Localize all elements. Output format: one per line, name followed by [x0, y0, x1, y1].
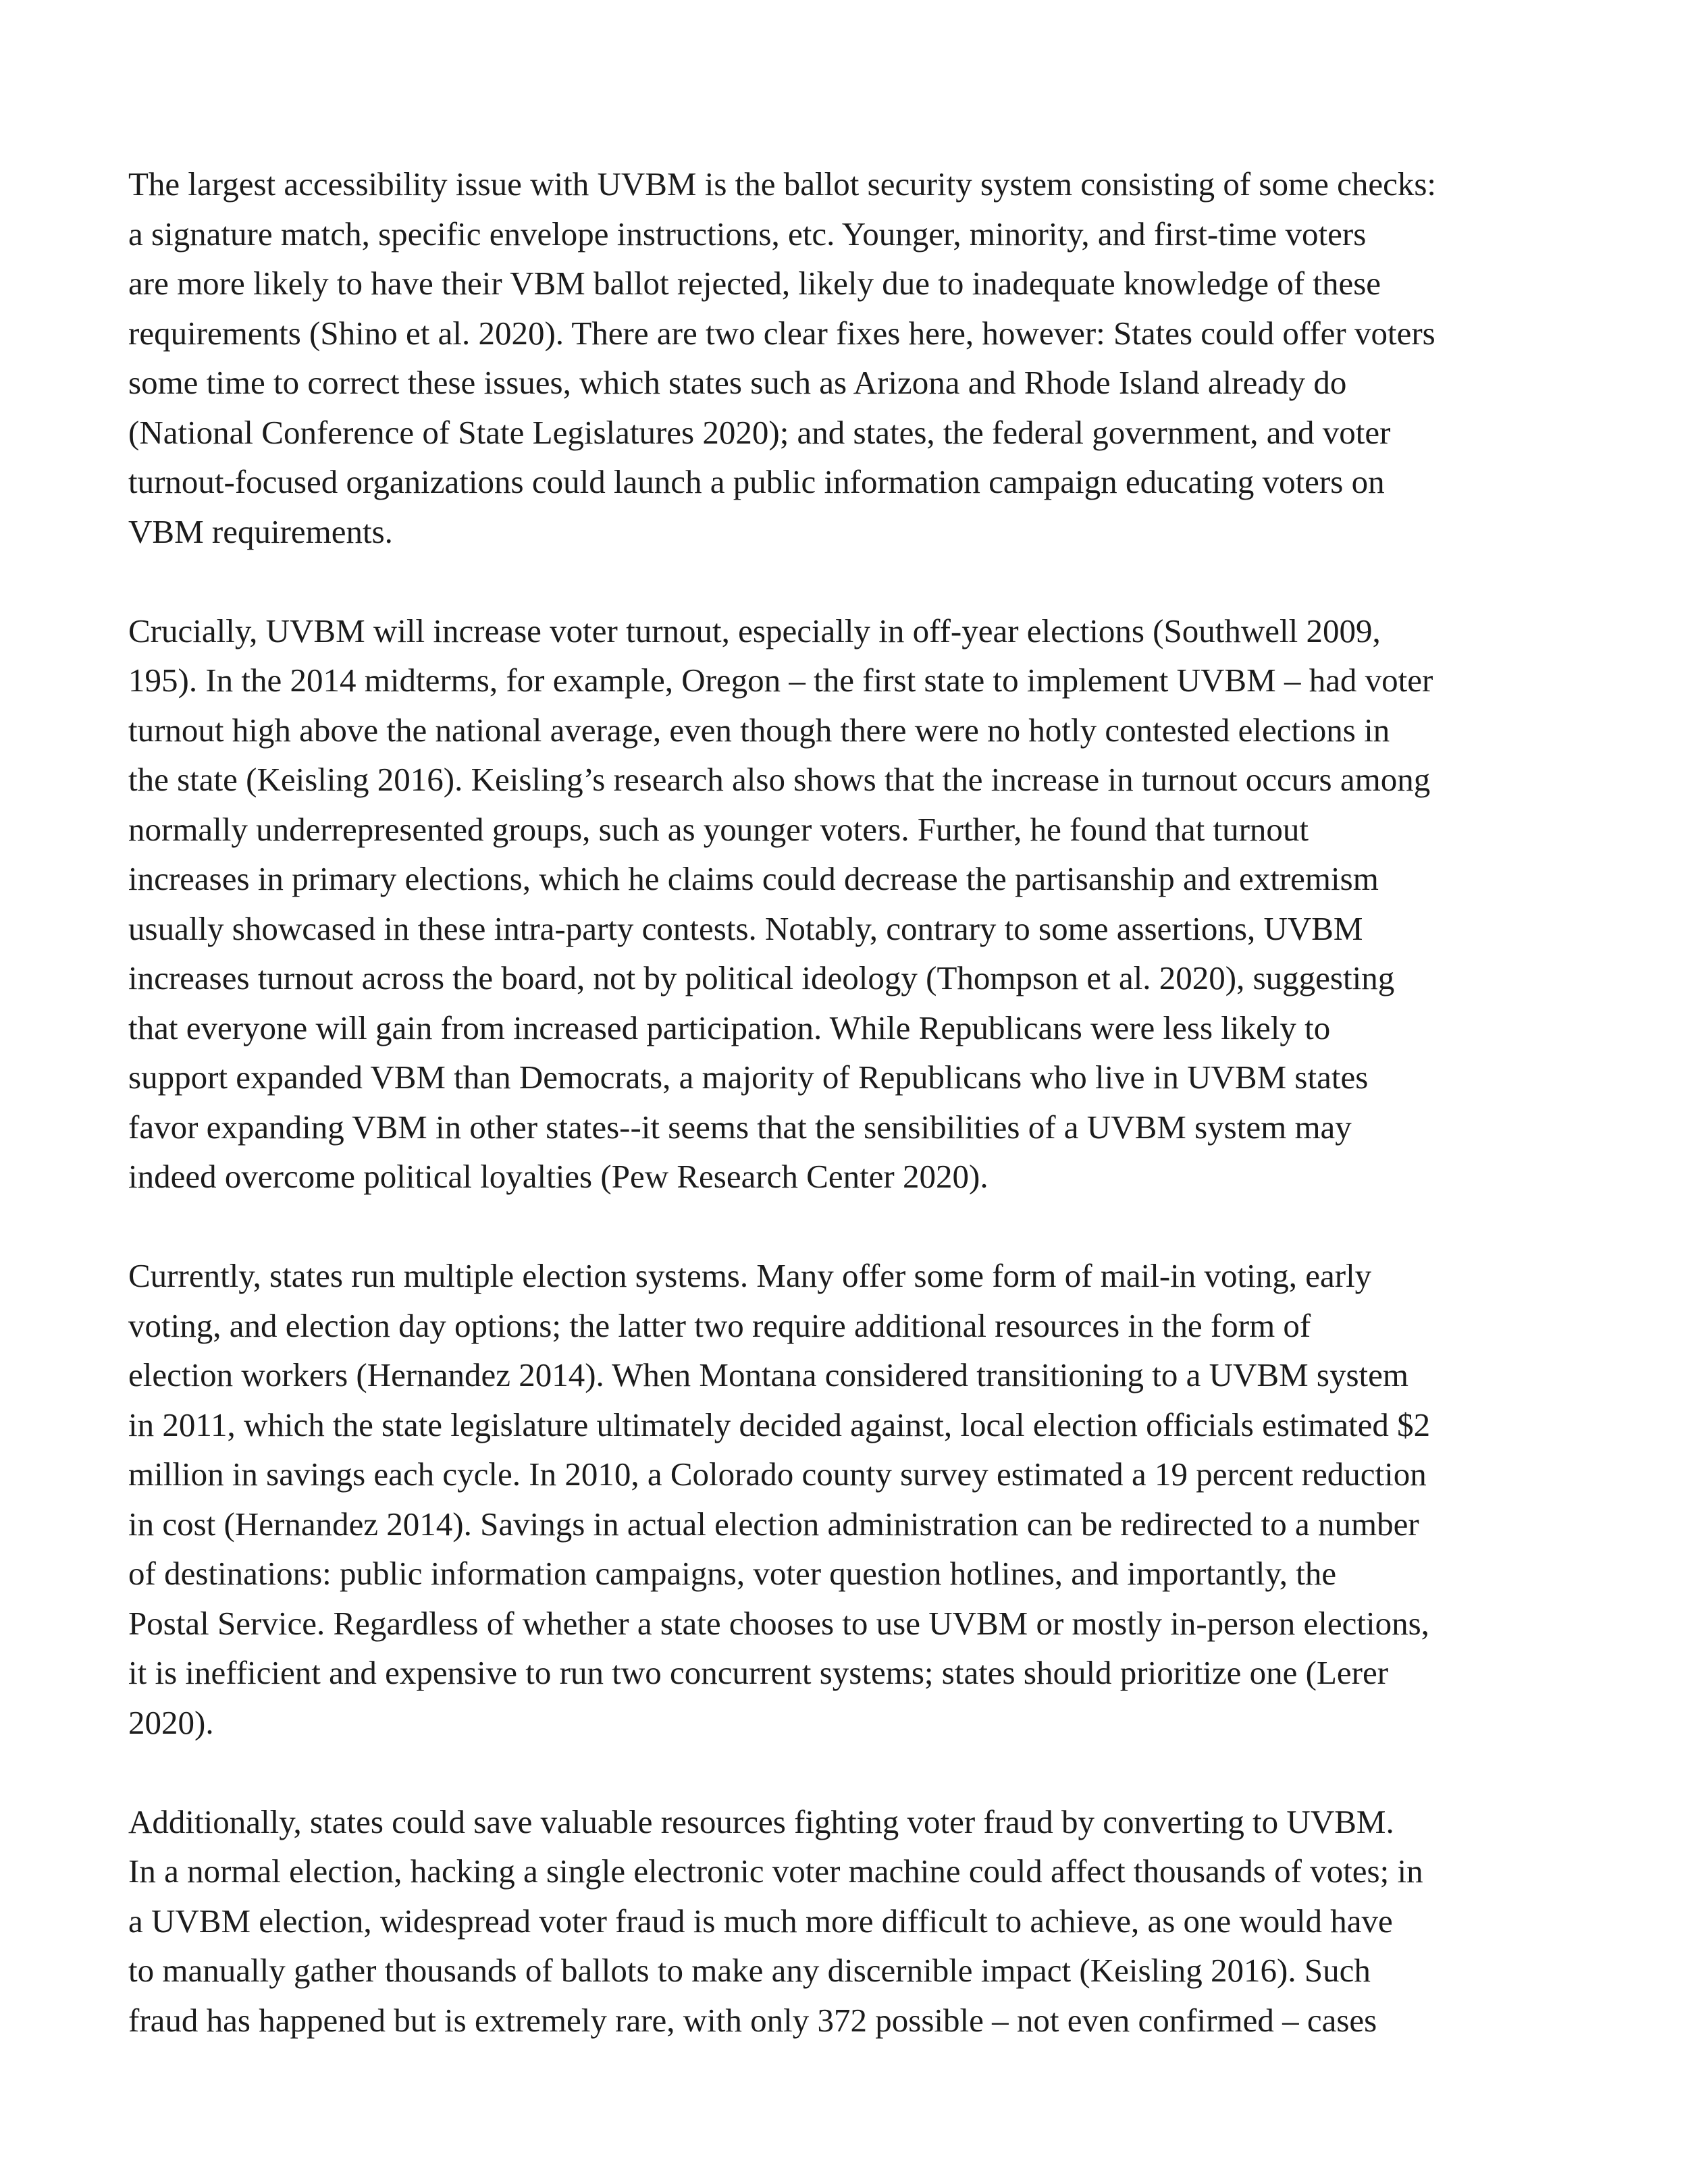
- paragraph-voter-turnout: [128, 606, 1566, 1202]
- text-line: in 2011, which the state legislature ultimately decided against, local election officials estimated $2: [128, 1406, 1431, 1443]
- text-line: election workers (Hernandez 2014). When Montana considered transitioning to a UVBM system: [128, 1356, 1408, 1393]
- paragraph-gap: [128, 556, 1566, 606]
- text-line: are more likely to have their VBM ballot rejected, likely due to inadequate knowledge of these: [128, 265, 1381, 302]
- text-line: of destinations: public information campaigns, voter question hotlines, and importantly, the: [128, 1555, 1337, 1592]
- paragraph-voter-fraud: [128, 1797, 1566, 2046]
- text-line: Additionally, states could save valuable resources fighting voter fraud by converting to UVBM.: [128, 1803, 1394, 1840]
- text-line: a UVBM election, widespread voter fraud is much more difficult to achieve, as one would have: [128, 1902, 1393, 1940]
- paragraph-ballot-security: [128, 159, 1566, 556]
- text-line: favor expanding VBM in other states--it seems that the sensibilities of a UVBM system may: [128, 1108, 1352, 1146]
- text-line: indeed overcome political loyalties (Pew Research Center 2020).: [128, 1158, 988, 1195]
- text-line: Postal Service. Regardless of whether a state chooses to use UVBM or mostly in-person elections,: [128, 1604, 1429, 1642]
- text-line: requirements (Shino et al. 2020). There are two clear fixes here, however: States could offer voters: [128, 314, 1435, 352]
- text-line: increases in primary elections, which he claims could decrease the partisanship and extremism: [128, 860, 1379, 897]
- text-line: turnout high above the national average, even though there were no hotly contested elections in: [128, 711, 1390, 749]
- text-line: VBM requirements.: [128, 512, 393, 550]
- text-line: increases turnout across the board, not by political ideology (Thompson et al. 2020), suggesting: [128, 959, 1395, 996]
- paragraph-election-systems: [128, 1251, 1566, 1747]
- text-line: to manually gather thousands of ballots to make any discernible impact (Keisling 2016). Such: [128, 1952, 1371, 1989]
- text-line: (National Conference of State Legislatures 2020); and states, the federal government, and voter: [128, 413, 1391, 451]
- text-line: a signature match, specific envelope instructions, etc. Younger, minority, and first-time voters: [128, 215, 1367, 252]
- document-body: [128, 159, 1566, 2045]
- text-line: 195). In the 2014 midterms, for example, Oregon – the first state to implement UVBM – had voter: [128, 662, 1433, 699]
- text-line: usually showcased in these intra-party contests. Notably, contrary to some assertions, UVBM: [128, 909, 1363, 947]
- text-line: that everyone will gain from increased participation. While Republicans were less likely to: [128, 1009, 1331, 1046]
- text-line: In a normal election, hacking a single electronic voter machine could affect thousands of votes; in: [128, 1853, 1423, 1890]
- text-line: voting, and election day options; the latter two require additional resources in the form of: [128, 1306, 1311, 1344]
- text-line: fraud has happened but is extremely rare, with only 372 possible – not even confirmed – cases: [128, 2001, 1377, 2039]
- text-line: 2020).: [128, 1703, 214, 1741]
- text-line: in cost (Hernandez 2014). Savings in actual election administration can be redirected to a number: [128, 1505, 1419, 1543]
- paragraph-gap: [128, 1202, 1566, 1252]
- text-line: turnout-focused organizations could launch a public information campaign educating voters on: [128, 463, 1385, 500]
- text-line: Crucially, UVBM will increase voter turnout, especially in off-year elections (Southwell 2009,: [128, 612, 1381, 649]
- text-line: The largest accessibility issue with UVBM is the ballot security system consisting of some checks:: [128, 165, 1437, 203]
- text-line: million in savings each cycle. In 2010, a Colorado county survey estimated a 19 percent reduction: [128, 1456, 1427, 1493]
- text-line: Currently, states run multiple election systems. Many offer some form of mail-in voting, early: [128, 1257, 1372, 1294]
- text-line: support expanded VBM than Democrats, a majority of Republicans who live in UVBM states: [128, 1059, 1369, 1096]
- text-line: normally underrepresented groups, such as younger voters. Further, he found that turnout: [128, 810, 1309, 848]
- text-line: some time to correct these issues, which states such as Arizona and Rhode Island already do: [128, 364, 1347, 401]
- text-line: the state (Keisling 2016). Keisling’s research also shows that the increase in turnout occurs among: [128, 761, 1431, 798]
- text-line: it is inefficient and expensive to run two concurrent systems; states should prioritize one (Lerer: [128, 1654, 1389, 1691]
- paragraph-gap: [128, 1747, 1566, 1797]
